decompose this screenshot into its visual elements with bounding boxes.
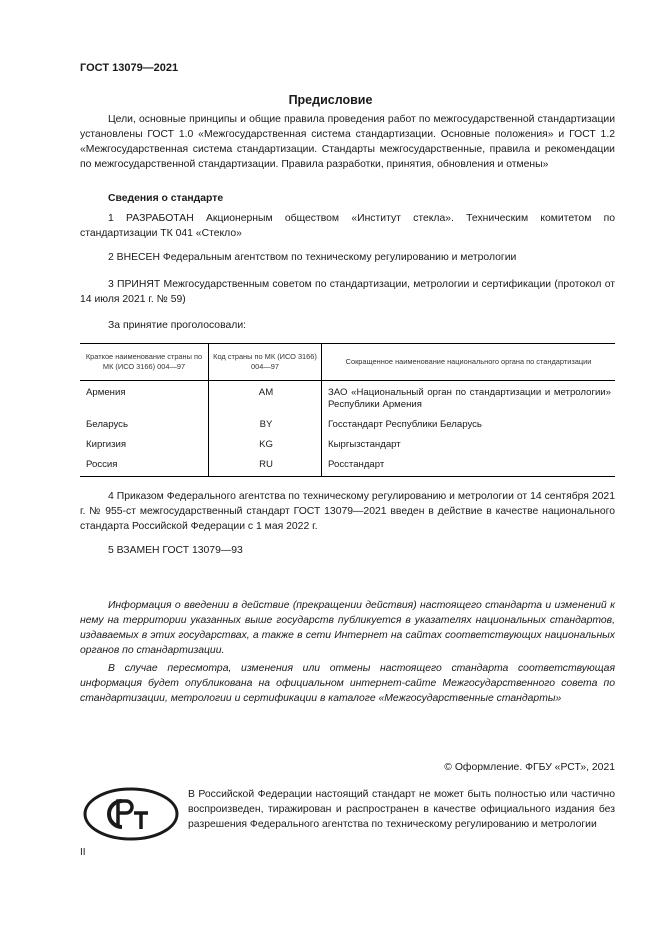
cell-country: Россия — [80, 456, 209, 477]
item-adopted: 3 ПРИНЯТ Межгосударственным советом по стандартизации, метрологии и сертификации (протокол от 14 июля 2021 г. № 59) — [80, 279, 615, 305]
cell-body: ЗАО «Национальный орган по стандартизации и метрологии» Республики Армения — [328, 387, 611, 410]
standard-info-heading: Сведения о стандарте — [108, 193, 224, 204]
cell-code: BY — [209, 416, 322, 436]
page-number: II — [80, 847, 86, 858]
item-submitted: 2 ВНЕСЕН Федеральным агентством по техническому регулированию и метрологии — [108, 252, 517, 263]
table-row — [80, 381, 615, 417]
rst-logo — [82, 787, 180, 841]
col-header-code: Код страны по МК (ИСО 3166) 004—97 — [209, 344, 322, 381]
cell-code: AM — [209, 381, 322, 417]
table-row — [80, 456, 615, 477]
cell-code: RU — [209, 456, 322, 477]
table-row — [80, 436, 615, 456]
rights-notice: В Российской Федерации настоящий стандарт не может быть полностью или частично воспроизведен, тиражирован и распространен в качестве официального издания без разрешения Федерального агентства по техническому регулированию и метрологии — [188, 789, 615, 830]
document-code: ГОСТ 13079—2021 — [80, 62, 179, 74]
voted-label: За принятие проголосовали: — [108, 320, 247, 331]
cell-country: Киргизия — [80, 436, 209, 456]
col-header-country: Краткое наименование страны по МК (ИСО 3166) 004—97 — [80, 344, 209, 381]
item-developed: 1 РАЗРАБОТАН Акционерным обществом «Институт стекла». Техническим комитетом по стандартизации ТК 041 «Стекло» — [80, 213, 615, 239]
cell-body: Росстандарт — [322, 456, 616, 477]
intro-paragraph: Цели, основные принципы и общие правила проведения работ по межгосударственной стандартизации установлены ГОСТ 1.0 «Межгосударственная система стандартизации. Основные положения» и ГОСТ 1.2 «Межгосударственная система стандартизации. Стандарты межгосударственные, правила и рекомендации по межгосударственной стандартизации. Правила разработки, принятия, обновления и отмены» — [80, 114, 615, 170]
item-enacted: 4 Приказом Федерального агентства по техническому регулированию и метрологии от 14 сентября 2021 г. № 955-ст межгосударственный стандарт ГОСТ 13079—2021 введен в действие в качестве национального стандарта Российской Федерации с 1 мая 2022 г. — [80, 491, 615, 532]
table-header-row — [80, 344, 615, 381]
info-note: Информация о введении в действие (прекращении действия) настоящего стандарта и изменений к нему на территории указанных выше государств публикуется в указателях национальных стандартов, издаваемых в этих государствах, а также в сети Интернет на сайтах соответствующих национальных органов по стандартизации. — [80, 600, 615, 656]
cell-body: Госстандарт Республики Беларусь — [328, 419, 482, 430]
copyright-line: © Оформление. ФГБУ «РСТ», 2021 — [444, 762, 615, 773]
cell-country: Армения — [80, 381, 209, 417]
item-replaces: 5 ВЗАМЕН ГОСТ 13079—93 — [108, 545, 243, 556]
cell-country: Беларусь — [80, 416, 209, 436]
voting-table — [80, 343, 615, 477]
revision-note: В случае пересмотра, изменения или отмены настоящего стандарта соответствующая информация будет опубликована на официальном интернет-сайте Межгосударственного совета по стандартизации, метрологии и сертификации в каталоге «Межгосударственные стандарты» — [80, 663, 615, 704]
cell-body: Кыргызстандарт — [328, 439, 401, 450]
cell-code: KG — [209, 436, 322, 456]
page-title: Предисловие — [288, 93, 373, 107]
table-row — [80, 416, 615, 436]
rst-logo-icon — [82, 787, 180, 841]
col-header-body: Сокращенное наименование национального органа по стандартизации — [322, 344, 616, 381]
